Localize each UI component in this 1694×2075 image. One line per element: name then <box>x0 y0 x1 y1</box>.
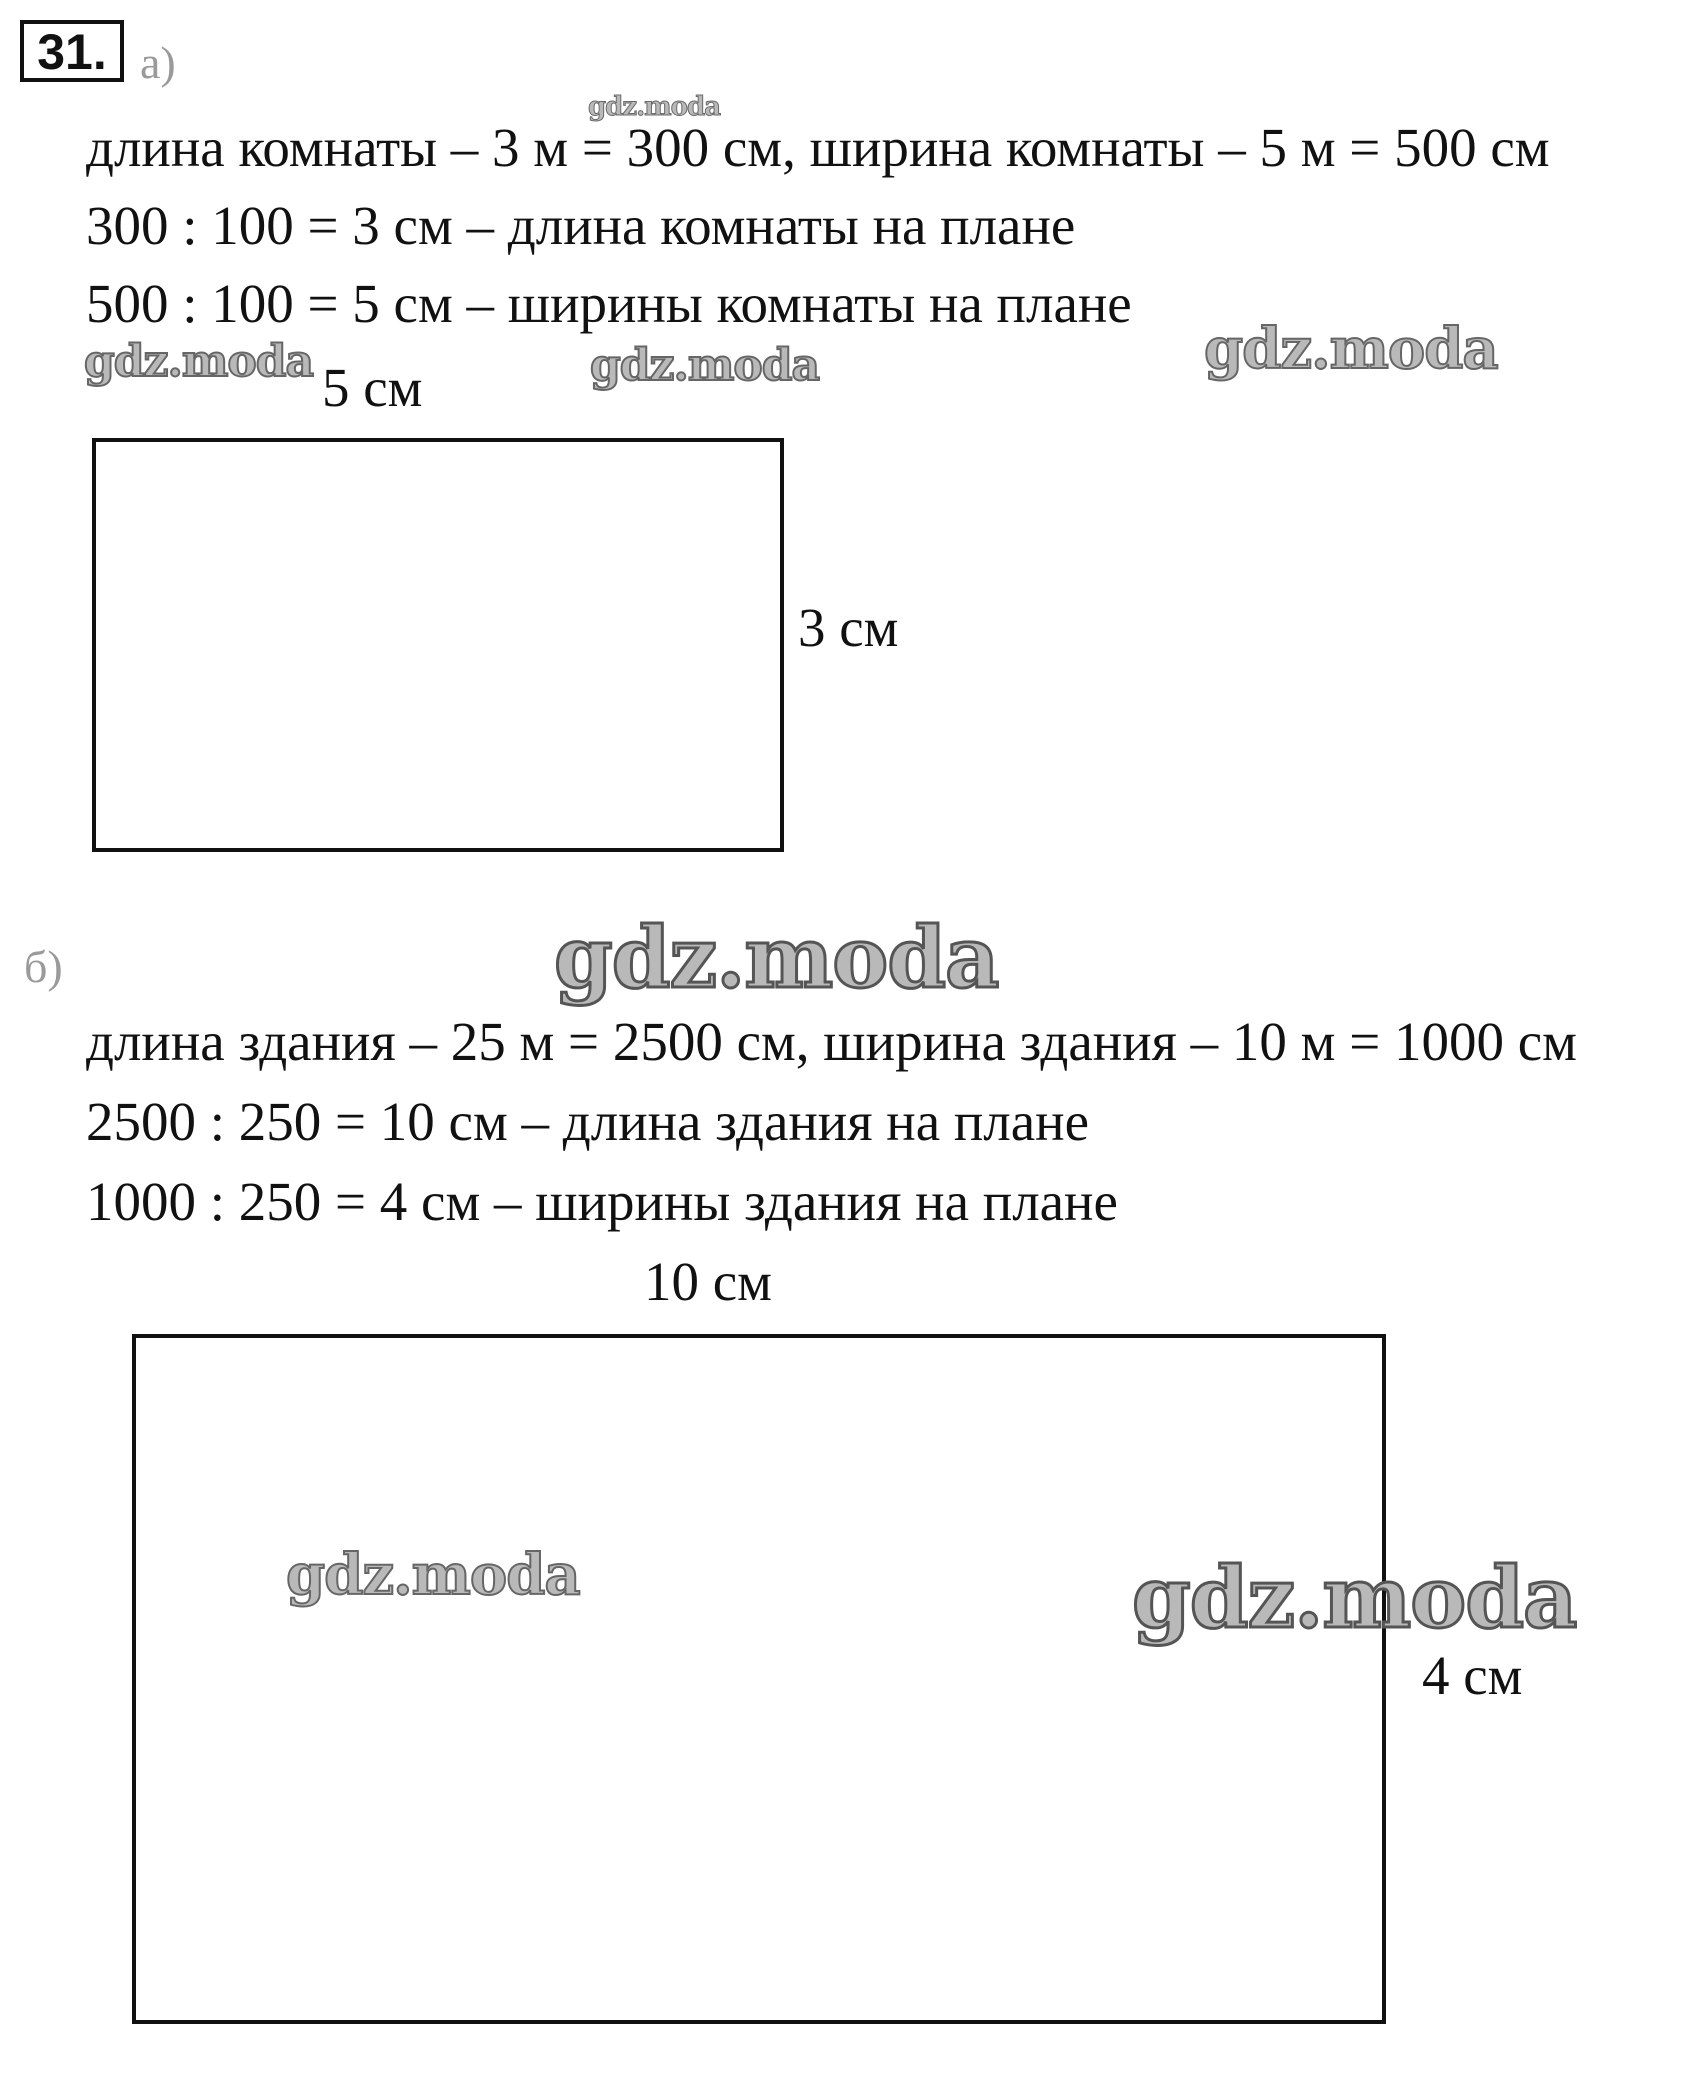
part-b-line-3: 1000 : 250 = 4 см – ширины здания на плане <box>86 1171 1118 1232</box>
watermark-logo: gdz.moda <box>590 340 820 391</box>
part-a-line-1: длина комнаты – 3 м = 300 см, ширина комнаты – 5 м = 500 см <box>86 117 1550 178</box>
part-a-line-3: 500 : 100 = 5 см – ширины комнаты на плане <box>86 273 1132 334</box>
building-plan-rectangle <box>132 1334 1386 2024</box>
building-plan-width-label: 4 см <box>1422 1645 1523 1706</box>
watermark-logo: gdz.moda <box>1132 1548 1577 1647</box>
watermark-logo: gdz.moda <box>286 1542 580 1608</box>
room-plan-rectangle <box>92 438 784 852</box>
part-a-line-2: 300 : 100 = 3 см – длина комнаты на плане <box>86 195 1076 256</box>
problem-number: 31. <box>20 20 124 82</box>
part-a-label: а) <box>140 37 176 88</box>
watermark-logo: gdz.moda <box>588 92 721 122</box>
room-plan-length-label: 5 см <box>322 357 423 418</box>
watermark-logo: gdz.moda <box>84 336 314 387</box>
room-plan-width-label: 3 см <box>798 597 899 658</box>
part-b-line-2: 2500 : 250 = 10 см – длина здания на плане <box>86 1091 1089 1152</box>
part-b-label: б) <box>24 941 63 992</box>
watermark-logo: gdz.moda <box>1204 316 1498 382</box>
part-b-line-1: длина здания – 25 м = 2500 см, ширина здания – 10 м = 1000 см <box>86 1011 1577 1072</box>
watermark-logo: gdz.moda <box>554 908 999 1007</box>
building-plan-length-label: 10 см <box>644 1251 772 1312</box>
